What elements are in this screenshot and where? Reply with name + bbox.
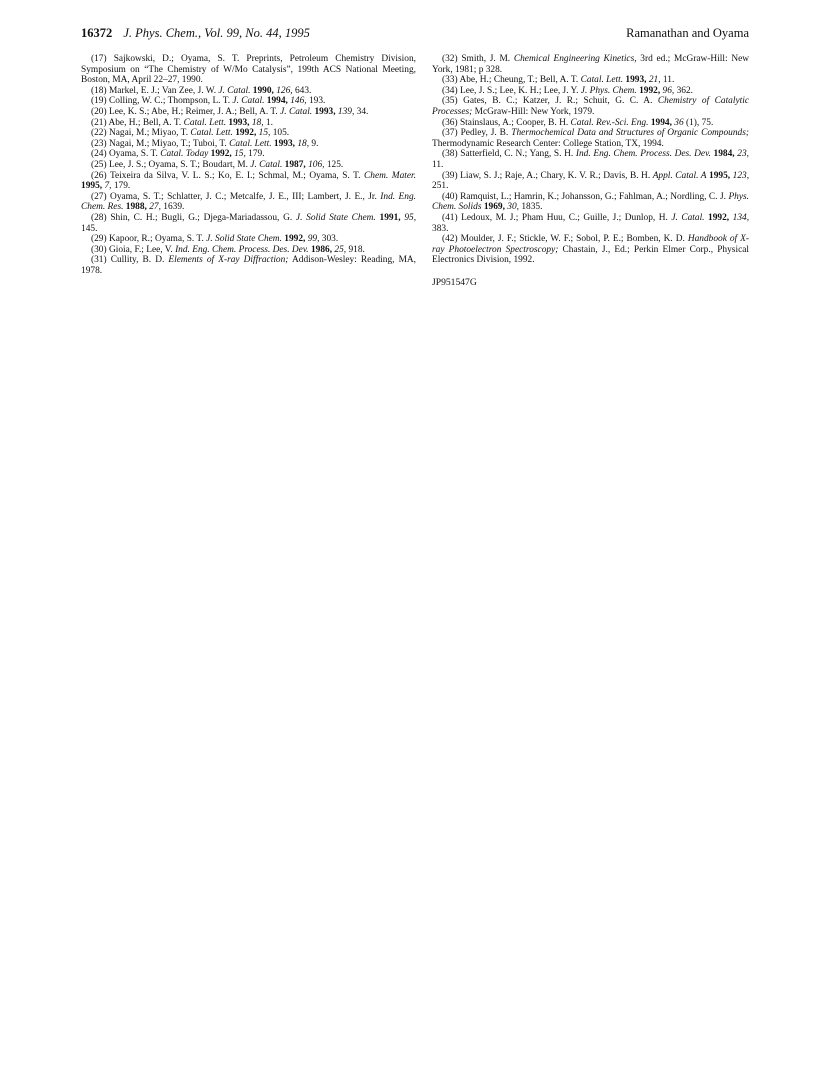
reference-journal: Chem. Mater.	[364, 170, 416, 181]
reference-volume: 30,	[507, 202, 519, 213]
reference-number: (35)	[442, 96, 464, 107]
reference-number: (21)	[91, 117, 109, 128]
reference-pages: 1.	[265, 117, 273, 128]
reference-volume: 126,	[276, 85, 293, 96]
references-right-column	[432, 54, 749, 288]
reference-volume: 27,	[149, 202, 161, 213]
reference-authors: Nagai, M.; Miyao, T.	[108, 128, 189, 139]
reference-year: 1993,	[228, 117, 250, 128]
reference-entry	[81, 245, 416, 256]
reference-authors: Liaw, S. J.; Raje, A.; Chary, K. V. R.; Davis, B. H.	[460, 170, 651, 181]
reference-number: (37)	[442, 128, 461, 139]
reference-entry	[432, 128, 749, 149]
reference-entry	[432, 234, 749, 266]
reference-year: 1992,	[708, 212, 730, 223]
reference-journal: J. Catal.	[232, 96, 265, 107]
reference-entry	[432, 54, 749, 75]
reference-year: 1991,	[379, 212, 401, 223]
reference-authors: Moulder, J. F.; Stickle, W. F.; Sobol, P. E.; Bomben, K. D.	[460, 234, 685, 245]
reference-authors: Nagai, M.; Miyao, T.; Tuboi, T.	[108, 138, 227, 149]
reference-entry	[81, 234, 416, 245]
reference-authors: Pedley, J. B.	[460, 128, 509, 139]
reference-number: (17)	[91, 54, 114, 64]
reference-volume: 18,	[297, 138, 310, 149]
reference-entry	[81, 118, 416, 129]
reference-authors: Gioia, F.; Lee, V.	[108, 244, 173, 255]
reference-year: 1969,	[483, 202, 505, 213]
reference-journal: J. Solid State Chem.	[295, 212, 376, 223]
running-header	[81, 26, 749, 42]
reference-pages: (1), 75.	[685, 117, 714, 128]
reference-number: (31)	[91, 255, 111, 266]
reference-number: (25)	[91, 159, 109, 170]
reference-volume: 15,	[258, 128, 271, 139]
reference-year: 1993,	[314, 106, 336, 117]
reference-entry	[81, 171, 416, 192]
reference-authors: Smith, J. M.	[461, 54, 511, 64]
reference-pages: 34.	[356, 106, 369, 117]
reference-year: 1995,	[81, 181, 103, 192]
reference-pages: 251.	[432, 181, 449, 192]
reference-entry	[81, 107, 416, 118]
reference-year: 1995,	[709, 170, 731, 181]
reference-year: 1990,	[252, 85, 274, 96]
reference-number: (40)	[442, 191, 461, 202]
reference-volume: 23,	[737, 149, 749, 160]
reference-pages: 1835.	[521, 202, 543, 213]
manuscript-code: JP951547G	[432, 276, 477, 288]
reference-entry	[432, 96, 749, 117]
reference-number: (28)	[91, 212, 111, 223]
reference-pages: 383.	[432, 223, 449, 234]
reference-year: 1993,	[273, 138, 296, 149]
reference-number: (34)	[442, 85, 460, 96]
reference-journal: Catal. Today	[160, 149, 209, 160]
reference-authors: Lee, J. S.; Oyama, S. T.; Boudart, M.	[108, 159, 248, 170]
reference-authors: Cullity, B. D.	[110, 255, 165, 266]
reference-journal: J. Catal.	[671, 212, 705, 223]
reference-volume: 134,	[732, 212, 750, 223]
reference-authors: Colling, W. C.; Thompson, L. T.	[108, 96, 231, 107]
reference-pages: Thermodynamic Research Center: College Station, TX, 1994.	[432, 138, 664, 149]
reference-authors: Abe, H.; Bell, A. T.	[108, 117, 182, 128]
reference-journal: Catal. Lett.	[183, 117, 227, 128]
reference-number: (33)	[442, 75, 460, 86]
reference-journal: Handbook of X-ray Photoelectron Spectroscopy;	[432, 234, 749, 255]
reference-number: (22)	[91, 128, 109, 139]
reference-journal: Chemical Engineering Kinetics,	[513, 54, 637, 64]
reference-pages: 9.	[311, 138, 319, 149]
reference-year: 1992,	[235, 128, 257, 139]
reference-authors: Satterfield, C. N.; Yang, S. H.	[460, 149, 574, 160]
reference-entry	[432, 75, 749, 86]
reference-pages: 3rd ed.; McGraw-Hill: New York, 1981; p 328.	[432, 54, 750, 75]
reference-number: (36)	[442, 117, 460, 128]
reference-volume: 15,	[234, 149, 246, 160]
reference-volume: 25,	[334, 244, 347, 255]
reference-journal: Ind. Eng. Chem. Process. Des. Dev.	[175, 244, 309, 255]
reference-journal: Ind. Eng. Chem. Process. Des. Dev.	[575, 149, 711, 160]
reference-journal: Thermochemical Data and Structures of Organic Compounds;	[511, 128, 750, 139]
reference-journal: Catal. Lett.	[229, 138, 272, 149]
reference-volume: 7,	[104, 181, 112, 192]
reference-volume: 95,	[404, 212, 417, 223]
running-authors: Ramanathan and Oyama	[626, 26, 749, 40]
reference-authors: Shin, C. H.; Bugli, G.; Djega-Mariadassou, G.	[110, 212, 293, 223]
reference-number: (42)	[442, 234, 461, 245]
reference-volume: 21,	[648, 75, 661, 86]
reference-entry	[432, 86, 749, 97]
reference-pages: 1639.	[163, 202, 185, 213]
reference-journal: Elements of X-ray Diffraction;	[168, 255, 289, 266]
reference-pages: 643.	[294, 85, 312, 96]
reference-number: (38)	[442, 149, 461, 160]
reference-number: (27)	[91, 191, 111, 202]
reference-year: 1992,	[284, 234, 306, 245]
reference-entry	[432, 171, 749, 192]
reference-number: (30)	[91, 244, 109, 255]
reference-pages: Chastain, J., Ed.; Perkin Elmer Corp., Physical Electronics Division, 1992.	[432, 244, 749, 266]
reference-entry	[81, 255, 416, 276]
reference-pages: 105.	[272, 128, 290, 139]
reference-entry	[81, 96, 416, 107]
reference-journal: J. Catal.	[280, 106, 313, 117]
reference-journal: J. Catal.	[218, 85, 251, 96]
reference-number: (23)	[91, 138, 109, 149]
reference-pages: 362.	[676, 85, 694, 96]
reference-number: (26)	[91, 170, 110, 181]
reference-journal: Phys. Chem. Solids	[432, 191, 750, 213]
reference-journal: Appl. Catal. A	[652, 170, 707, 181]
reference-year: 1992,	[210, 149, 232, 160]
reference-entry	[81, 192, 416, 213]
reference-journal: Chemistry of Catalytic Processes;	[432, 96, 750, 117]
reference-year: 1992,	[639, 85, 661, 96]
reference-journal: J. Solid State Chem.	[206, 234, 282, 245]
reference-authors: Ramquist, L.; Hamrin, K.; Johansson, G.; Fahlman, A.; Nordling, C. J.	[460, 191, 726, 202]
reference-pages: McGraw-Hill: New York, 1979.	[474, 106, 595, 117]
references-left-column	[81, 54, 416, 276]
reference-pages: 11.	[662, 75, 675, 86]
reference-journal: Ind. Eng. Chem. Res.	[81, 191, 416, 213]
reference-pages: 145.	[81, 223, 98, 234]
reference-authors: Stainslaus, A.; Cooper, B. H.	[459, 117, 569, 128]
reference-journal: Catal. Lett.	[190, 128, 233, 139]
reference-entry	[81, 54, 416, 86]
page-number: 16372	[81, 26, 113, 40]
reference-pages: 125.	[326, 159, 344, 170]
reference-pages: 179.	[113, 181, 131, 192]
reference-journal: J. Catal.	[250, 159, 283, 170]
reference-number: (24)	[91, 149, 109, 160]
reference-pages: 918.	[348, 244, 365, 255]
reference-authors: Markel, E. J.; Van Zee, J. W.	[108, 85, 217, 96]
reference-entry	[81, 139, 416, 150]
reference-number: (32)	[442, 54, 462, 64]
reference-entry	[81, 86, 416, 97]
reference-authors: Sajkowski, D.; Oyama, S. T. Preprints, Petroleum Chemistry Division, Symposium on “The Chemistry of W/Mo Catalysis”, 199th ACS National Meeting, Boston, MA, April 22–27, 1990.	[81, 54, 416, 86]
reference-year: 1993,	[625, 75, 647, 86]
reference-journal: Catal. Rev.-Sci. Eng.	[570, 117, 649, 128]
reference-authors: Lee, J. S.; Lee, K. H.; Lee, J. Y.	[459, 85, 579, 96]
reference-number: (29)	[91, 234, 109, 245]
reference-year: 1994,	[650, 117, 672, 128]
reference-volume: 36	[674, 117, 684, 128]
reference-year: 1988,	[125, 202, 147, 213]
reference-year: 1984,	[713, 149, 735, 160]
reference-year: 1987,	[284, 159, 306, 170]
reference-authors: Lee, K. S.; Abe, H.; Reimer, J. A.; Bell, A. T.	[108, 106, 278, 117]
reference-pages: 179.	[248, 149, 265, 160]
reference-volume: 18,	[251, 117, 264, 128]
reference-authors: Teixeira da Silva, V. L. S.; Ko, E. I.; Schmal, M.; Oyama, S. T.	[109, 170, 361, 181]
reference-volume: 106,	[308, 159, 325, 170]
reference-volume: 146,	[290, 96, 307, 107]
reference-entry	[81, 213, 416, 234]
reference-entry	[432, 149, 749, 170]
reference-entry	[432, 118, 749, 129]
reference-pages: 303.	[321, 234, 339, 245]
reference-number: (39)	[442, 170, 461, 181]
reference-pages: Addison-Wesley: Reading, MA, 1978.	[81, 255, 417, 276]
reference-journal: Catal. Lett.	[580, 75, 624, 86]
reference-pages: 193.	[308, 96, 326, 107]
reference-authors: Oyama, S. T.	[108, 149, 158, 160]
reference-number: (20)	[91, 106, 109, 117]
reference-entry	[81, 160, 416, 171]
reference-volume: 96,	[662, 85, 675, 96]
reference-pages: 11.	[432, 159, 444, 170]
reference-entry	[432, 192, 749, 213]
reference-number: (41)	[442, 212, 462, 223]
reference-entry	[81, 128, 416, 139]
reference-journal: J. Phys. Chem.	[580, 85, 637, 96]
journal-citation: J. Phys. Chem., Vol. 99, No. 44, 1995	[123, 26, 310, 40]
reference-authors: Kapoor, R.; Oyama, S. T.	[108, 234, 204, 245]
reference-authors: Ledoux, M. J.; Pham Huu, C.; Guille, J.; Dunlop, H.	[461, 212, 668, 223]
reference-year: 1986,	[310, 244, 333, 255]
reference-number: (18)	[91, 85, 109, 96]
reference-volume: 99,	[307, 234, 320, 245]
reference-authors: Oyama, S. T.; Schlatter, J. C.; Metcalfe, J. E., III; Lambert, J. E., Jr.	[110, 191, 377, 202]
reference-entry	[81, 149, 416, 160]
reference-entry	[432, 213, 749, 234]
reference-number: (19)	[91, 96, 109, 107]
reference-volume: 123,	[732, 170, 750, 181]
reference-authors: Abe, H.; Cheung, T.; Bell, A. T.	[459, 75, 579, 86]
reference-volume: 139,	[337, 106, 355, 117]
reference-year: 1994,	[266, 96, 288, 107]
reference-authors: Gates, B. C.; Katzer, J. R.; Schuit, G. C. A.	[463, 96, 653, 107]
